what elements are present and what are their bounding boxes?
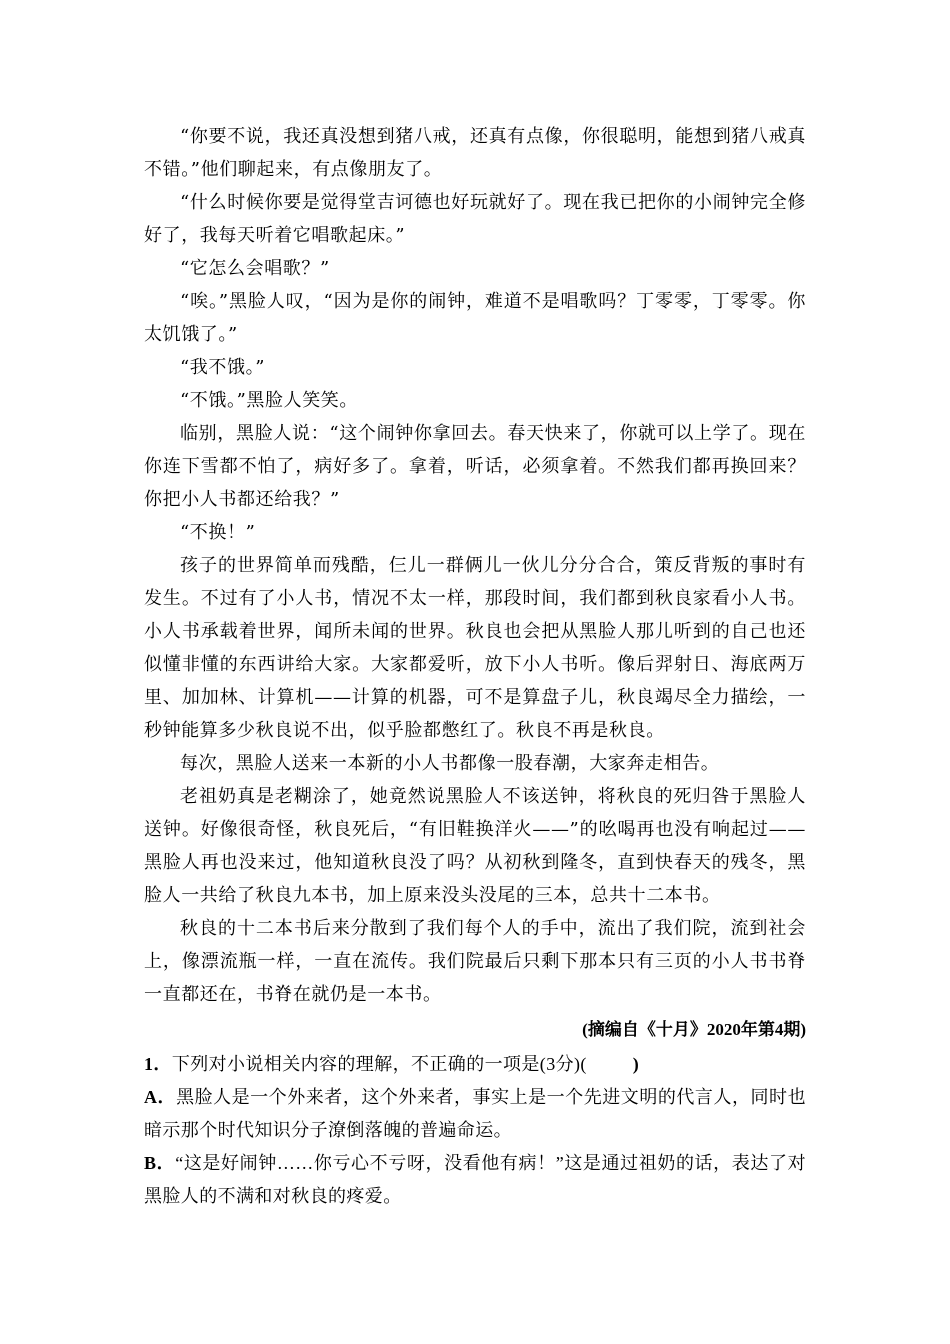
story-paragraph: 每次，黑脸人送来一本新的小人书都像一股春潮，大家奔走相告。 bbox=[180, 753, 720, 774]
story-paragraph: “我不饿。” bbox=[180, 357, 266, 378]
question-stem-close: ) bbox=[632, 1054, 640, 1074]
question-stem bbox=[144, 1048, 806, 1081]
story-paragraph: “不换！” bbox=[180, 522, 256, 543]
story-paragraph: 临别，黑脸人说：“这个闹钟你拿回去。春天快来了，你就可以上学了。现在你连下雪都不怕了，病好多了。拿着，听话，必须拿着。不然我们都再换回来？你把小人书都还给我？” bbox=[144, 423, 806, 510]
story-paragraph: 秋良的十二本书后来分散到了我们每个人的手中，流出了我们院，流到社会上，像漂流瓶一样，一直在流传。我们院最后只剩下那本只有三页的小人书书脊一直都还在，书脊在就仍是一本书。 bbox=[144, 918, 806, 1005]
story-paragraph: “不饿。”黑脸人笑笑。 bbox=[180, 390, 359, 411]
question-number: 1． bbox=[144, 1054, 172, 1074]
story-excerpt bbox=[144, 120, 806, 1011]
question-1 bbox=[144, 1048, 806, 1213]
story-paragraph: “唉。”黑脸人叹，“因为是你的闹钟，难道不是唱歌吗？丁零零，丁零零。你太饥饿了。” bbox=[144, 291, 806, 345]
option-b bbox=[144, 1147, 806, 1213]
story-paragraph: 老祖奶真是老糊涂了，她竟然说黑脸人不该送钟，将秋良的死归咎于黑脸人送钟。好像很奇怪，秋良死后，“有旧鞋换洋火——”的吆喝再也没有响起过——黑脸人再也没来过，他知道秋良没了吗？从初秋到隆冬，直到快春天的残冬，黑脸人一共给了秋良九本书，加上原来没头没尾的三本，总共十二本书。 bbox=[144, 786, 806, 906]
question-stem-text: 下列对小说相关内容的理解，不正确的一项是(3分)( bbox=[171, 1054, 587, 1074]
option-a bbox=[144, 1081, 806, 1147]
option-text: 黑脸人是一个外来者，这个外来者，事实上是一个先进文明的代言人，同时也暗示那个时代知识分子潦倒落魄的普遍命运。 bbox=[144, 1087, 806, 1140]
story-paragraph: “你要不说，我还真没想到猪八戒，还真有点像，你很聪明，能想到猪八戒真不错。”他们聊起来，有点像朋友了。 bbox=[144, 126, 806, 180]
option-label: B． bbox=[144, 1153, 176, 1173]
story-paragraph: 孩子的世界简单而残酷，仨儿一群俩儿一伙儿分分合合，策反背叛的事时有发生。不过有了小人书，情况不太一样，那段时间，我们都到秋良家看小人书。小人书承载着世界，闻所未闻的世界。秋良也会把从黑脸人那儿听到的自己也还似懂非懂的东西讲给大家。大家都爱听，放下小人书听。像后羿射日、海底两万里、加加林、计算机——计算的机器，可不是算盘子儿，秋良竭尽全力描绘，一秒钟能算多少秋良说不出，似乎脸都憋红了。秋良不再是秋良。 bbox=[144, 555, 806, 741]
option-label: A． bbox=[144, 1087, 177, 1107]
option-text: “这是好闹钟……你亏心不亏呀，没看他有病！”这是通过祖奶的话，表达了对黑脸人的不满和对秋良的疼爱。 bbox=[144, 1153, 806, 1206]
story-paragraph: “什么时候你要是觉得堂吉诃德也好玩就好了。现在我已把你的小闹钟完全修好了，我每天听着它唱歌起床。” bbox=[144, 192, 806, 246]
document-page bbox=[144, 120, 806, 1213]
source-citation: (摘编自《十月》2020年第4期) bbox=[582, 1020, 806, 1039]
story-paragraph: “它怎么会唱歌？” bbox=[180, 258, 330, 279]
